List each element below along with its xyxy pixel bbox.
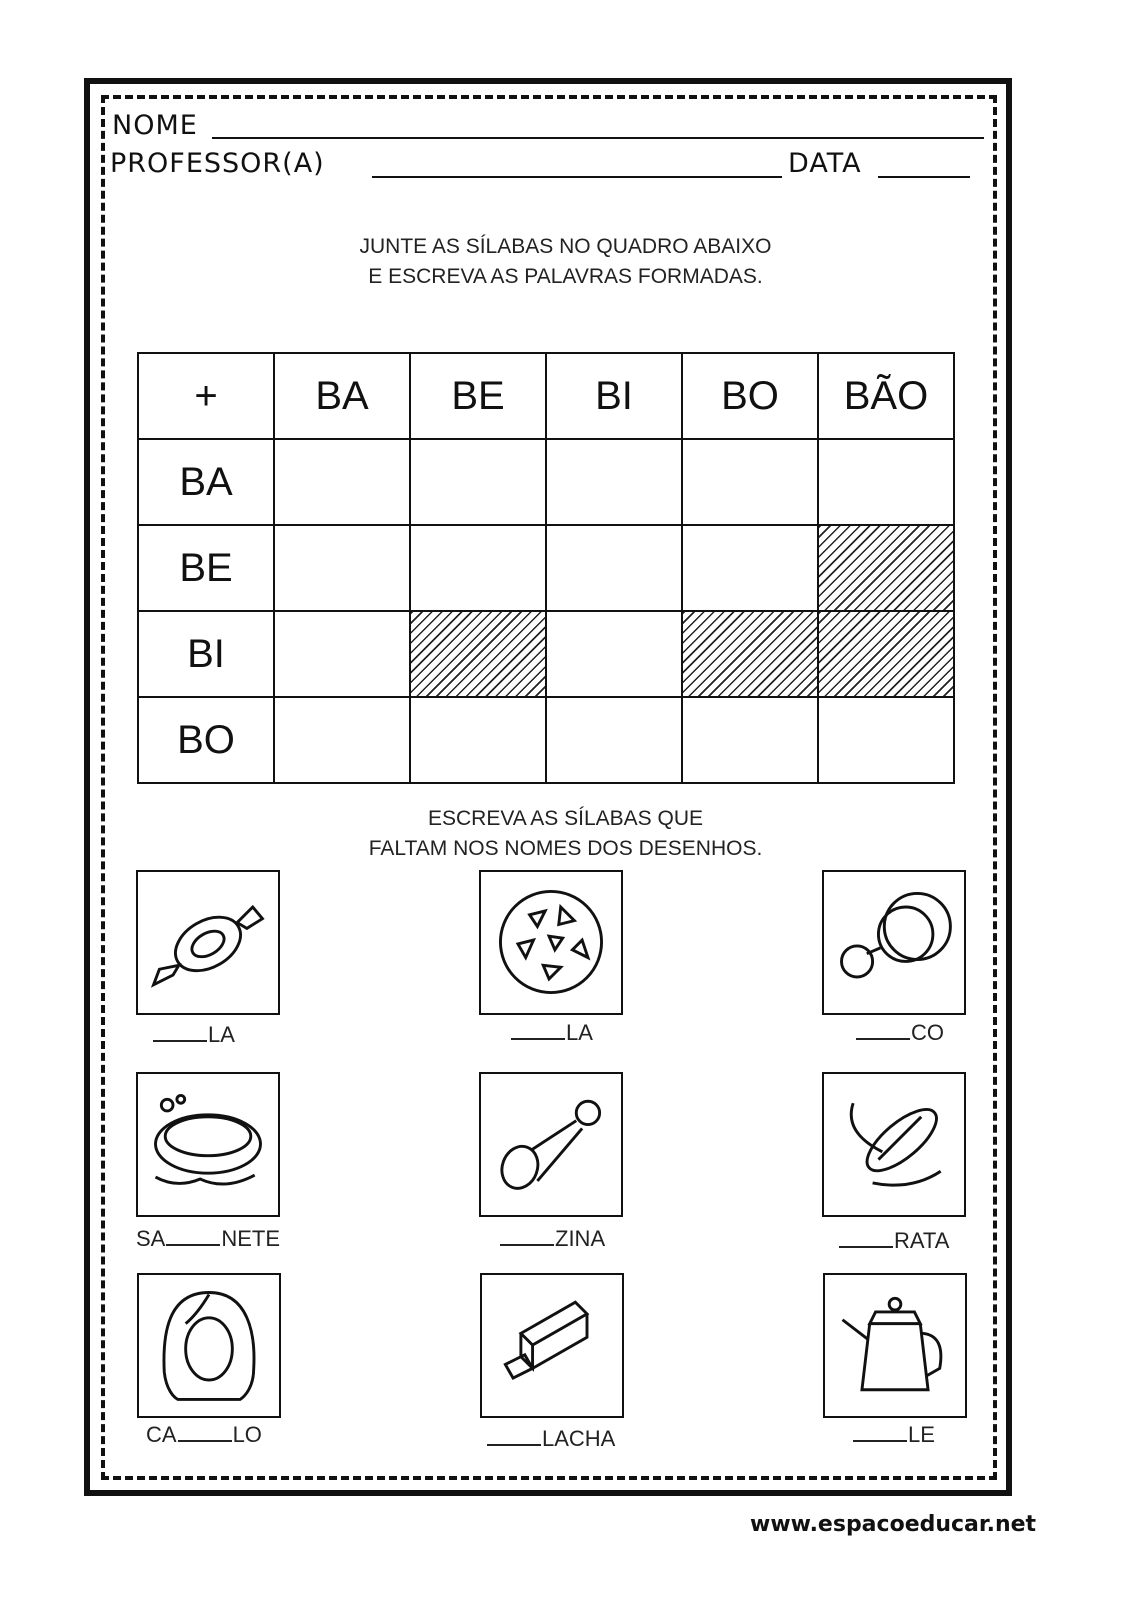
blank-field[interactable] xyxy=(166,1244,220,1246)
blank-field[interactable] xyxy=(853,1440,907,1442)
word-suffix: LA xyxy=(208,1022,235,1047)
word-suffix: LACHA xyxy=(542,1426,616,1451)
word-4 xyxy=(136,1226,280,1252)
column-header: BÃO xyxy=(818,353,954,439)
row-header: BE xyxy=(138,525,274,611)
row-header: BI xyxy=(138,611,274,697)
row-header: BO xyxy=(138,697,274,783)
cracker-box-icon xyxy=(482,1275,622,1416)
answer-cell[interactable] xyxy=(274,439,410,525)
word-prefix: SA xyxy=(136,1226,166,1251)
word-suffix: ZINA xyxy=(555,1226,606,1251)
instruction-join-line2: E ESCREVA AS PALAVRAS FORMADAS. xyxy=(368,265,763,288)
blank-field[interactable] xyxy=(856,1038,910,1040)
word-6 xyxy=(838,1228,949,1254)
cracker-box-picture xyxy=(480,1273,624,1418)
answer-cell[interactable] xyxy=(682,525,818,611)
soap-icon xyxy=(138,1074,278,1215)
answer-cell[interactable] xyxy=(546,439,682,525)
answer-cell[interactable] xyxy=(818,439,954,525)
instruction-missing-line2: FALTAM NOS NOMES DOS DESENHOS. xyxy=(368,837,763,860)
column-header: BE xyxy=(410,353,546,439)
hatched-cell xyxy=(818,611,954,697)
blank-field[interactable] xyxy=(500,1244,554,1246)
table-corner: + xyxy=(138,353,274,439)
word-2 xyxy=(510,1020,593,1046)
horn-picture xyxy=(479,1072,623,1217)
instruction-missing xyxy=(0,804,1131,864)
word-suffix: LE xyxy=(908,1422,935,1447)
instruction-join xyxy=(0,232,1131,292)
word-9 xyxy=(852,1422,935,1448)
blank-field[interactable] xyxy=(487,1444,541,1446)
answer-cell[interactable] xyxy=(818,697,954,783)
blank-field[interactable] xyxy=(178,1440,232,1442)
kettle-icon xyxy=(825,1275,965,1416)
candy-picture xyxy=(136,870,280,1015)
answer-cell[interactable] xyxy=(410,697,546,783)
horn-icon xyxy=(481,1074,621,1215)
date-field[interactable] xyxy=(878,176,970,178)
answer-cell[interactable] xyxy=(546,525,682,611)
answer-cell[interactable] xyxy=(546,611,682,697)
hatched-cell xyxy=(682,611,818,697)
answer-cell[interactable] xyxy=(410,439,546,525)
column-header: BI xyxy=(546,353,682,439)
hair-picture xyxy=(137,1273,281,1418)
answer-cell[interactable] xyxy=(682,439,818,525)
hatched-cell xyxy=(818,525,954,611)
answer-cell[interactable] xyxy=(274,611,410,697)
word-suffix: NETE xyxy=(221,1226,281,1251)
word-suffix: LO xyxy=(232,1422,262,1447)
word-5 xyxy=(499,1226,605,1252)
word-3 xyxy=(855,1020,944,1046)
cockroach-icon xyxy=(824,1074,964,1215)
word-7 xyxy=(146,1422,262,1448)
word-suffix: RATA xyxy=(894,1228,950,1253)
pacifier-picture xyxy=(822,870,966,1015)
answer-cell[interactable] xyxy=(682,697,818,783)
word-8 xyxy=(486,1426,615,1452)
name-field[interactable] xyxy=(212,137,984,139)
soap-picture xyxy=(136,1072,280,1217)
kettle-picture xyxy=(823,1273,967,1418)
answer-cell[interactable] xyxy=(274,697,410,783)
teacher-label: PROFESSOR(A) xyxy=(110,148,325,179)
row-header: BA xyxy=(138,439,274,525)
answer-cell[interactable] xyxy=(410,525,546,611)
blank-field[interactable] xyxy=(511,1038,565,1040)
word-suffix: CO xyxy=(911,1020,944,1045)
blank-field[interactable] xyxy=(153,1040,207,1042)
word-1 xyxy=(152,1022,235,1048)
instruction-missing-line1: ESCREVA AS SÍLABAS QUE xyxy=(427,807,704,830)
column-header: BO xyxy=(682,353,818,439)
syllable-table xyxy=(137,352,955,784)
hair-icon xyxy=(139,1275,279,1416)
date-label: DATA xyxy=(788,148,862,179)
ball-picture xyxy=(479,870,623,1015)
website-link[interactable]: www.espacoeducar.net xyxy=(750,1512,1037,1537)
candy-icon xyxy=(138,872,278,1013)
pacifier-icon xyxy=(824,872,964,1013)
word-suffix: LA xyxy=(566,1020,593,1045)
cockroach-picture xyxy=(822,1072,966,1217)
word-prefix: CA xyxy=(146,1422,177,1447)
blank-field[interactable] xyxy=(839,1246,893,1248)
name-label: NOME xyxy=(112,110,198,141)
answer-cell[interactable] xyxy=(546,697,682,783)
answer-cell[interactable] xyxy=(274,525,410,611)
ball-icon xyxy=(481,872,621,1013)
column-header: BA xyxy=(274,353,410,439)
instruction-join-line1: JUNTE AS SÍLABAS NO QUADRO ABAIXO xyxy=(359,235,772,258)
teacher-field[interactable] xyxy=(372,176,782,178)
hatched-cell xyxy=(410,611,546,697)
